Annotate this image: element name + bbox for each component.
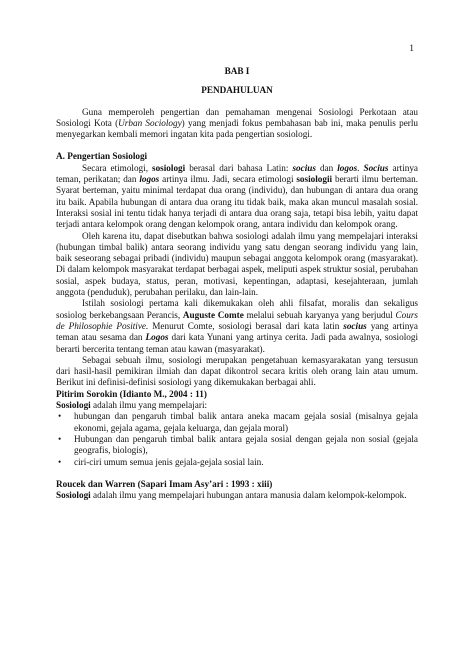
paragraph-definition: Oleh karena itu, dapat disebutkan bahwa sosiologi adalah ilmu yang mempelajari interaksi (hubungan timbal balik) antara seorang individu yang satu dengan seorang individu yang lain, baik seseorang sebagai pribadi (individu) maupun sebagai anggota kelompok orang (masyarakat). Di dalam kelompok masyarakat terdapat berbagai aspek, meliputi aspek struktur sosial, perubahan sosial, aspek budaya, status, peran, motivasi, kepentingan, adaptasi, kesejahteraan, jumlah anggota (penduduk), perubahan perilaku, dan lain-lain.: [56, 230, 418, 298]
paragraph-science: Sebagai sebuah ilmu, sosiologi merupakan pengetahuan kemasyarakatan yang tersusun dari hasil-hasil pemikiran ilmiah dan dapat dikontrol secara kritis oleh orang lain atau umum. Berikut ini definisi-definisi sosiologi yang dikemukakan berbagai ahli.: [56, 354, 418, 388]
page-content: [56, 66, 418, 501]
section-heading: A. Pengertian Sosiologi: [56, 151, 148, 162]
bullet-icon: •: [58, 433, 62, 444]
chapter-title: PENDAHULUAN: [201, 85, 273, 96]
chapter-label: BAB I: [224, 66, 250, 76]
bullet-icon: •: [58, 456, 62, 467]
list-item: • ciri-ciri umum semua jenis gejala-gejala sosial lain.: [58, 456, 264, 467]
definition-heading-sorokin: Pitirim Sorokin (Idianto M., 2004 : 11): [56, 388, 207, 399]
intro-paragraph: Guna memperoleh pengertian dan pemahaman mengenai Sosiologi Perkotaan atau Sosiologi Kota (Urban Sociology) yang menjadi fokus pembahasan bab ini, maka penulis perlu menyegarkan kembali memori ingatan kita pada pengertian sosiologi.: [56, 106, 418, 140]
definition-heading-roucek: Roucek dan Warren (Sapari Imam Asy’ari : 1993 : xiii): [56, 478, 273, 489]
bullet-icon: •: [58, 411, 62, 422]
list-item: • Hubungan dan pengaruh timbal balik antara gejala sosial dengan gejala non sosial (gejala geografis, biologis),: [58, 433, 418, 456]
paragraph-etymology: Secara etimologi, sosiologi berasal dari bahasa Latin: socius dan logos. Socius artinya teman, perikatan; dan logos artinya ilmu. Jadi, secara etimologi sosiologii berarti ilmu berteman. Syarat berteman, yaitu minimal terdapat dua orang (individu), dan hubungan di antara dua orang itu baik. Apabila hubungan di antara dua orang itu tidak baik, maka akan muncul masalah sosial. Interaksi sosial ini tentu tidak hanya terjadi di antara dua orang saja, tetapi bisa lebih, yaitu dapat terjadi antara kelompok orang dengan kelompok orang, antara individu dan kelompok orang.: [56, 162, 419, 230]
list-item: • hubungan dan pengaruh timbal balik antara aneka macam gejala sosial (misalnya gejala ekonomi, gejala agama, gejala keluarga, dan gejala moral): [58, 411, 418, 433]
definition-lead-roucek: Sosiologi adalah ilmu yang mempelajari hubungan antara manusia dalam kelompok-kelompok.: [56, 490, 407, 501]
definition-lead-sorokin: Sosiologi adalah ilmu yang mempelajari:: [56, 400, 208, 411]
page-number: 1: [409, 44, 414, 54]
paragraph-comte: Istilah sosiologi pertama kali dikemukakan oleh ahli filsafat, moralis dan sekaligus sosiolog berkebangsaan Perancis, Auguste Comte melalui sebuah karyanya yang berjudul Cours de Philosophie Positive. Menurut Comte, sosiologi berasal dari kata latin socius yang artinya teman atau sesama dan Logos dari kata Yunani yang artinya cerita. Jadi pada awalnya, sosiologi berarti bercerita tentang teman atau kawan (masyarakat).: [56, 298, 418, 354]
definition-list: [56, 411, 418, 467]
